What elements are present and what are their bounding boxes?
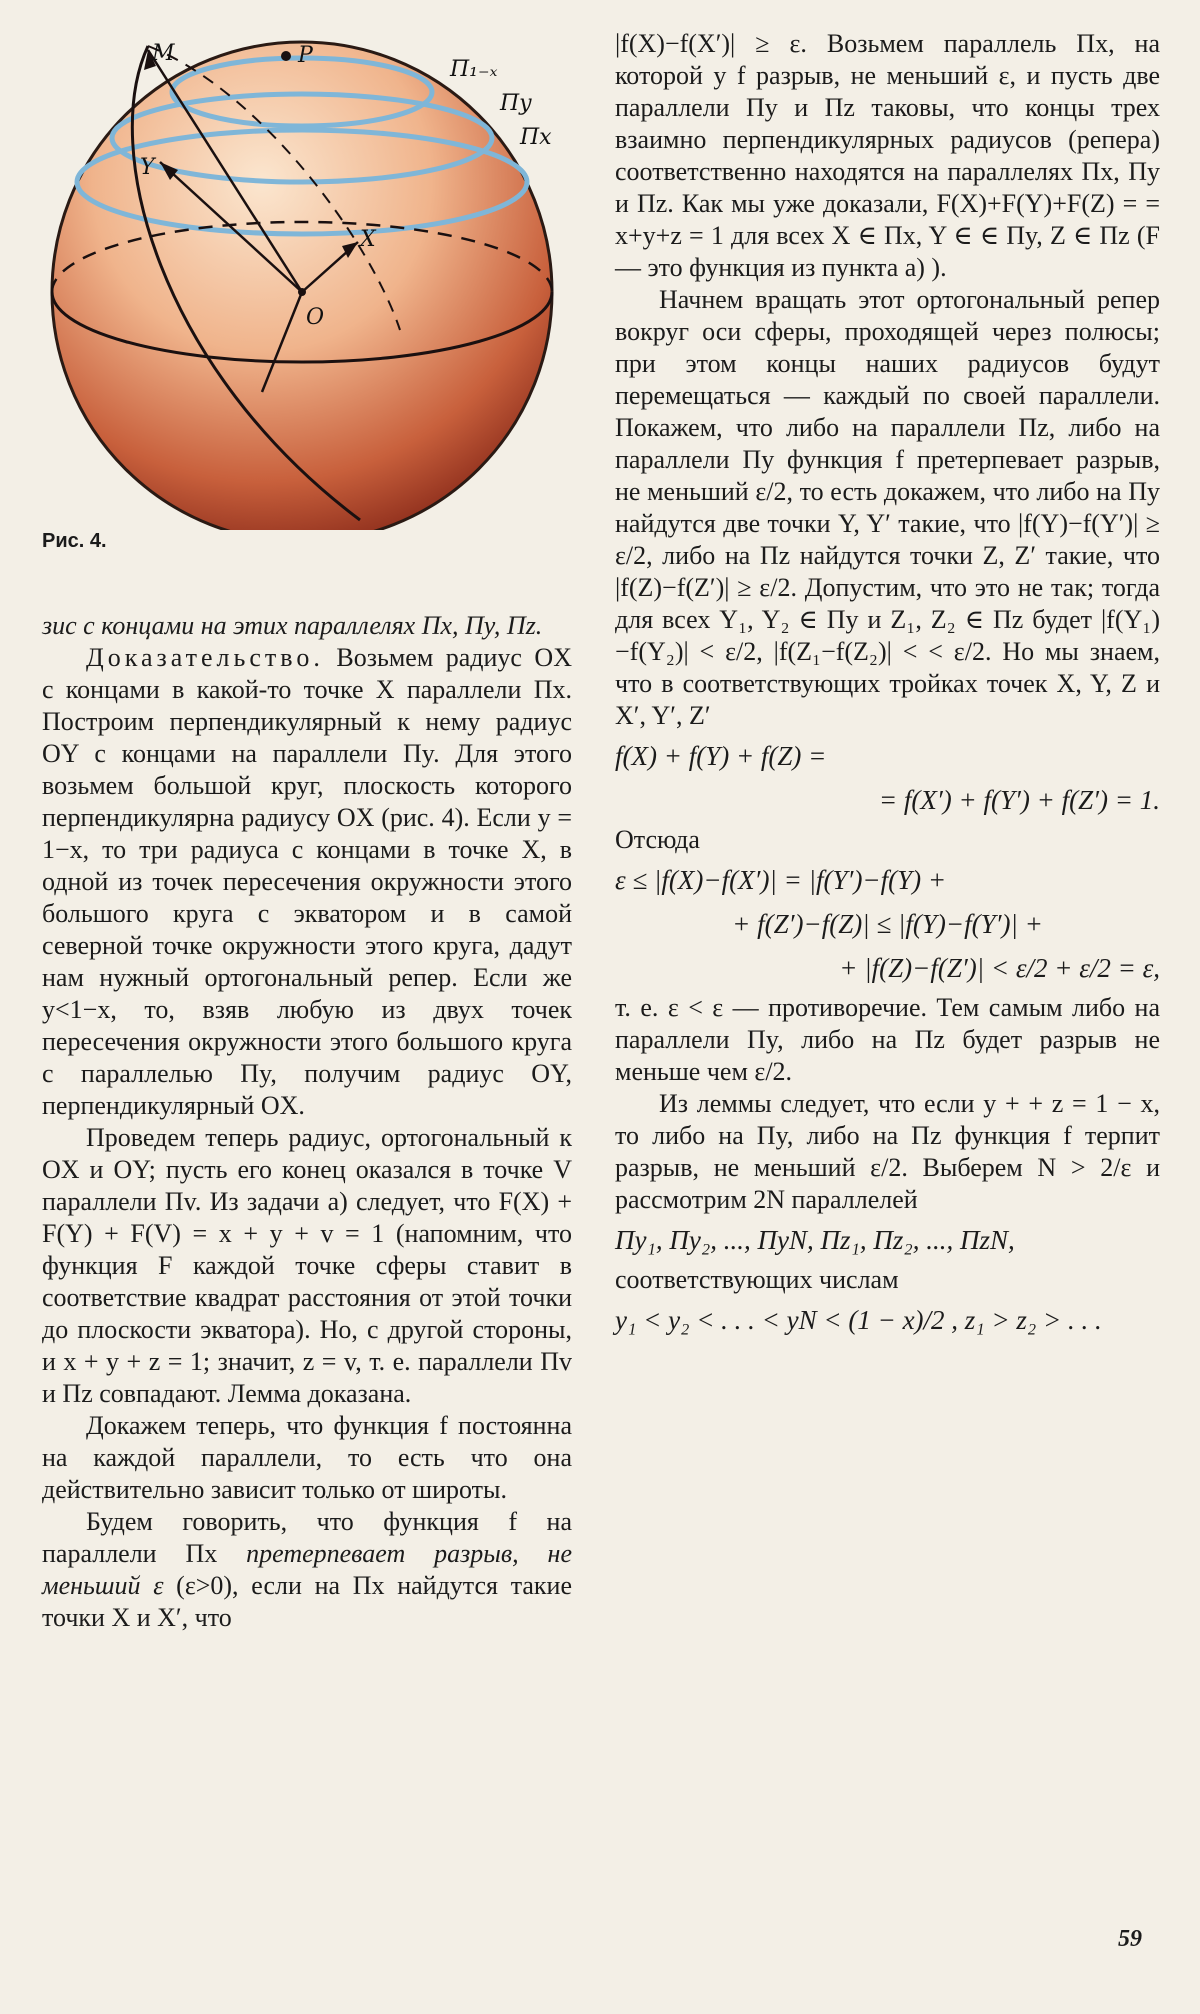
sphere-figure — [40, 30, 580, 530]
label-y: Y — [140, 155, 155, 180]
paragraph-proof-start — [42, 642, 572, 1122]
point-p — [281, 51, 291, 61]
equation-inequalities: y₁ < y₂ < . . . < yN < (1 − x)/2 , z₁ > z₂ > . . . — [615, 1305, 1102, 1335]
definition-text-2: (ε>0), если на Πx найдутся такие точки X и X′, что — [42, 1571, 572, 1632]
paragraph-contradiction: т. е. ε < ε — противоречие. Тем самым либо на параллели Πy, либо на Πz будет разрыв не меньше чем ε/2. — [615, 993, 1160, 1086]
equation-2c: + |f(Z)−f(Z′)| < ε/2 + ε/2 = ε, — [839, 953, 1160, 983]
sphere-illustration — [40, 30, 580, 530]
equation-2b: + f(Z′)−f(Z)| ≤ |f(Y)−f(Y′)| + — [732, 909, 1043, 939]
label-o: O — [306, 305, 325, 330]
figure-caption: Рис. 4. — [42, 530, 107, 552]
equation-1a: f(X) + f(Y) + f(Z) = — [615, 741, 827, 771]
equation-parallels: Πy₁, Πy₂, ..., ΠyN, Πz₁, Πz₂, ..., ΠzN, — [615, 1225, 1015, 1255]
label-pi-y: Πy — [500, 91, 532, 116]
paragraph-constant: Докажем теперь, что функция f постоянна на каждой параллели, то есть что она действительно зависит только от широты. — [42, 1411, 572, 1504]
paragraph-third-radius: Проведем теперь радиус, ортогональный к OX и OY; пусть его конец оказался в точке V параллели Πv. Из задачи а) следует, что F(X) + F(Y) + F(V) = x + y + v = 1 (напомним, что функция F каждой точке сферы ставит в соответствие квадрат расстояния от этой точки до плоскости экватора). Но, с другой стороны, и x + y + z = 1; значит, z = v, т. е. параллели Πv и Πz совпадают. Лемма доказана. — [42, 1123, 572, 1408]
definition-text-1: Будем говорить, что функция f на параллели Πx — [42, 1507, 572, 1568]
paragraph-lemma-consequence: Из леммы следует, что если y + + z = 1 − x, то либо на Πy, либо на Πz функция f терпит разрыв, не меньший ε/2. Выберем N > 2/ε и рассмотрим 2N параллелей — [615, 1089, 1160, 1214]
paragraph-theorem-end: зис с концами на этих параллелях Πx, Πy, Πz. — [42, 611, 543, 640]
label-pi-x: Πx — [520, 125, 552, 150]
label-x: X — [360, 227, 376, 252]
sphere — [52, 42, 552, 530]
equation-2a: ε ≤ |f(X)−f(X′)| = |f(Y′)−f(Y) + — [615, 865, 947, 895]
proof-text: Возьмем радиус OX с концами в какой-то точке X параллели Πx. Построим перпендикулярный к нему радиус OY с концами на параллели Πy. Для этого возьмем большой круг, плоскость которого перпендикулярна радиусу OX (рис. 4). Если y = 1−x, то три радиуса с концами в точке X, в одной из точек пересечения окружности этого большого круга с экватором и в самой северной точке окружности этого круга, дадут нам нужный ортогональный репер. Если же y<1−x, то, взяв любую из двух точек пересечения окружности этого большого круга с параллелью Πy, получим радиус OY, перпендикулярный OX. — [42, 643, 572, 1120]
paragraph-continue: |f(X)−f(X′)| ≥ ε. Возьмем параллель Πx, на которой у f разрыв, не меньший ε, и пусть две параллели Πy и Πz таковы, что концы трех взаимно перпендикулярных радиусов (репера) соответственно находятся на параллелях Πx, Πy и Πz. Как мы уже доказали, F(X)+F(Y)+F(Z) = = x+y+z = 1 для всех X ∈ Πx, Y ∈ ∈ Πy, Z ∈ Πz (F — это функция из пункта а) ). — [615, 29, 1160, 282]
text-otsyuda: Отсюда — [615, 825, 700, 854]
label-m: M — [152, 41, 175, 66]
page-number: 59 — [1118, 1926, 1142, 1952]
label-pi-1-x: Π₁₋ₓ — [450, 57, 498, 82]
proof-heading: Доказательство. — [86, 643, 324, 672]
right-column — [615, 28, 1160, 1344]
definition-term: претерпевает разрыв, не меньший ε — [42, 1539, 572, 1600]
text-corresponding: соответствующих числам — [615, 1265, 899, 1294]
paragraph-definition — [42, 1506, 572, 1634]
left-column — [42, 610, 572, 1634]
label-p: P — [298, 43, 313, 68]
paragraph-rotate: Начнем вращать этот ортогональный репер вокруг оси сферы, проходящей через полюсы; при этом концы наших радиусов будут перемещаться — каждый по своей параллели. Покажем, что либо на параллели Πz, либо на параллели Πy функция f претерпевает разрыв, не меньший ε/2, то есть докажем, что либо на Πy найдутся две точки Y, Y′ такие, что |f(Y)−f(Y′)| ≥ ε/2, либо на Πz найдутся точки Z, Z′ такие, что |f(Z)−f(Z′)| ≥ ε/2. Допустим, что это не так; тогда для всех Y₁, Y₂ ∈ Πy и Z₁, Z₂ ∈ Πz будет |f(Y₁)−f(Y₂)| < ε/2, |f(Z₁−f(Z₂)| < < ε/2. Но мы знаем, что в соответствующих тройках точек X, Y, Z и X′, Y′, Z′ — [615, 285, 1160, 730]
equation-1b: = f(X′) + f(Y′) + f(Z′) = 1. — [878, 785, 1160, 815]
